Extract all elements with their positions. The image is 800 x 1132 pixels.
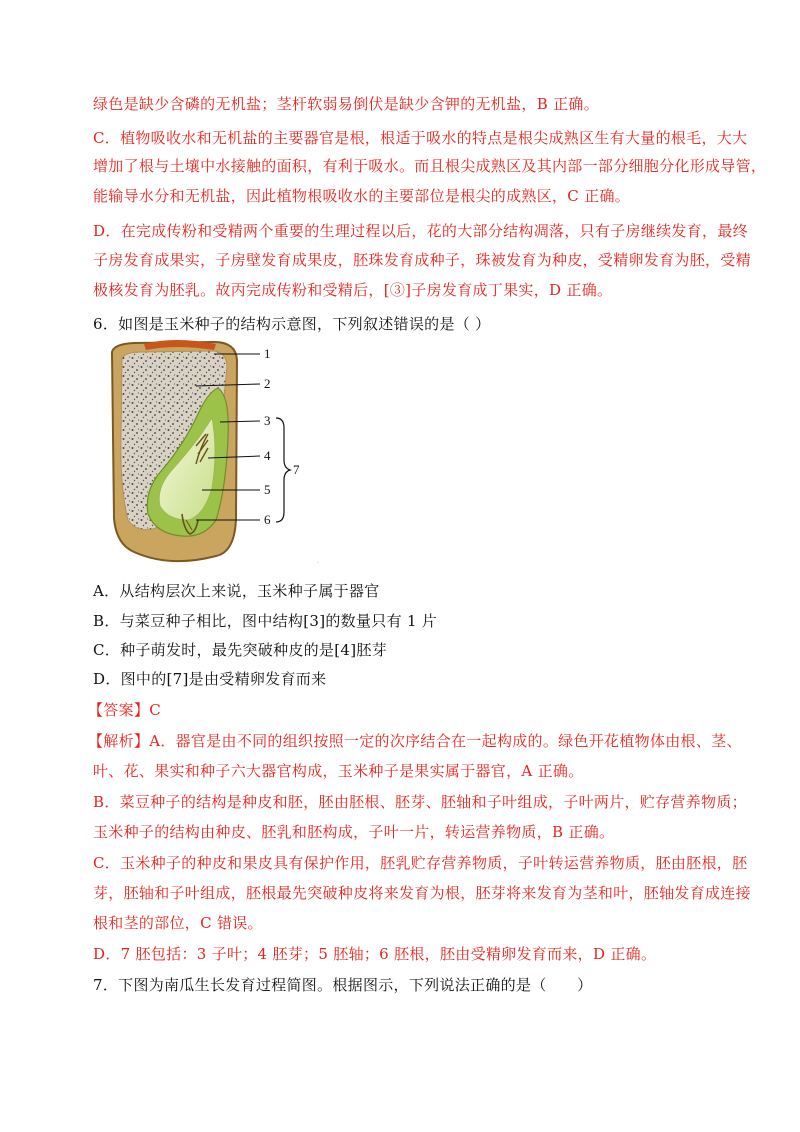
q5-option-d-line1: D．在完成传粉和受精两个重要的生理过程以后，花的大部分结构凋落，只有子房继续发育，最终	[93, 222, 748, 240]
figure-mark: ·	[317, 560, 319, 567]
q5-option-d-line3: 极核发育为胚乳。故丙完成传粉和受精后，[③]子房发育成丁果实，D 正确。	[93, 281, 613, 299]
q6-analysis-line8: D．7 胚包括：3 子叶；4 胚芽；5 胚轴；6 胚根，胚由受精卵发育而来，D 正确。	[93, 945, 657, 963]
q6-analysis-line7: 根和茎的部位，C 错误。	[93, 914, 263, 932]
q6-analysis-line4: 玉米种子的结构由种皮、胚乳和胚构成，子叶一片，转运营养物质，B 正确。	[93, 823, 615, 841]
q5-option-c-line3: 能输导水分和无机盐，因此植物根吸收水的主要部位是根尖的成熟区，C 正确。	[93, 187, 631, 205]
answer-tag: 【答案】	[88, 701, 150, 719]
label-2: 2	[264, 376, 271, 391]
label-5: 5	[264, 482, 271, 497]
label-4: 4	[264, 448, 271, 463]
q6-analysis-line1	[88, 731, 742, 751]
q5-option-d-line2: 子房发育成果实，子房壁发育成果皮，胚珠发育成种子，珠被发育为种皮，受精卵发育为胚，受精	[93, 251, 751, 269]
q6-answer	[88, 700, 161, 720]
corn-seed-illustration	[104, 338, 304, 570]
label-7: 7	[293, 462, 300, 477]
corn-seed-diagram	[104, 338, 304, 570]
q7-stem: 7．下图为南瓜生长发育过程简图。根据图示，下列说法正确的是（ ）	[93, 976, 593, 994]
q6-analysis-line2: 叶、花、果实和种子六大器官构成，玉米种子是果实属于器官，A 正确。	[93, 762, 584, 780]
q6-analysis-line5: C．玉米种子的种皮和果皮具有保护作用，胚乳贮存营养物质，子叶转运营养物质，胚由胚根，胚	[93, 854, 748, 872]
q6-analysis-line6: 芽，胚轴和子叶组成，胚根最先突破种皮将来发育为根，胚芽将来发育为茎和叶，胚轴发育成连接	[93, 884, 751, 902]
q6-option-b: B．与菜豆种子相比，图中结构[3]的数量只有 1 片	[93, 612, 438, 630]
q5-option-c-line1: C．植物吸收水和无机盐的主要器官是根，根适于吸水的特点是根尖成熟区生有大量的根毛，大大	[93, 129, 748, 147]
label-1: 1	[264, 346, 271, 361]
q6-analysis-line3: B．菜豆种子的结构是种皮和胚，胚由胚根、胚芽、胚轴和子叶组成，子叶两片，贮存营养物质；	[93, 793, 747, 811]
q6-option-a: A．从结构层次上来说，玉米种子属于器官	[93, 582, 380, 600]
analysis-text: A．器官是由不同的组织按照一定的次序结合在一起构成的。绿色开花植物体由根、茎、	[149, 732, 742, 750]
q6-option-d: D．图中的[7]是由受精卵发育而来	[93, 670, 327, 688]
label-3: 3	[264, 413, 271, 428]
q6-stem: 6．如图是玉米种子的结构示意图，下列叙述错误的是（ ）	[93, 315, 491, 333]
answer-value: C	[149, 701, 161, 719]
q5-option-c-line2: 增加了根与土壤中水接触的面积，有利于吸水。而且根尖成熟区及其内部一部分细胞分化形成导管，	[93, 157, 767, 175]
q5-b-continuation: 绿色是缺少含磷的无机盐；茎杆软弱易倒伏是缺少含钾的无机盐，B 正确。	[93, 95, 599, 113]
label-6: 6	[264, 512, 271, 527]
q6-option-c: C．种子萌发时，最先突破种皮的是[4]胚芽	[93, 641, 388, 659]
analysis-tag: 【解析】	[88, 732, 150, 750]
